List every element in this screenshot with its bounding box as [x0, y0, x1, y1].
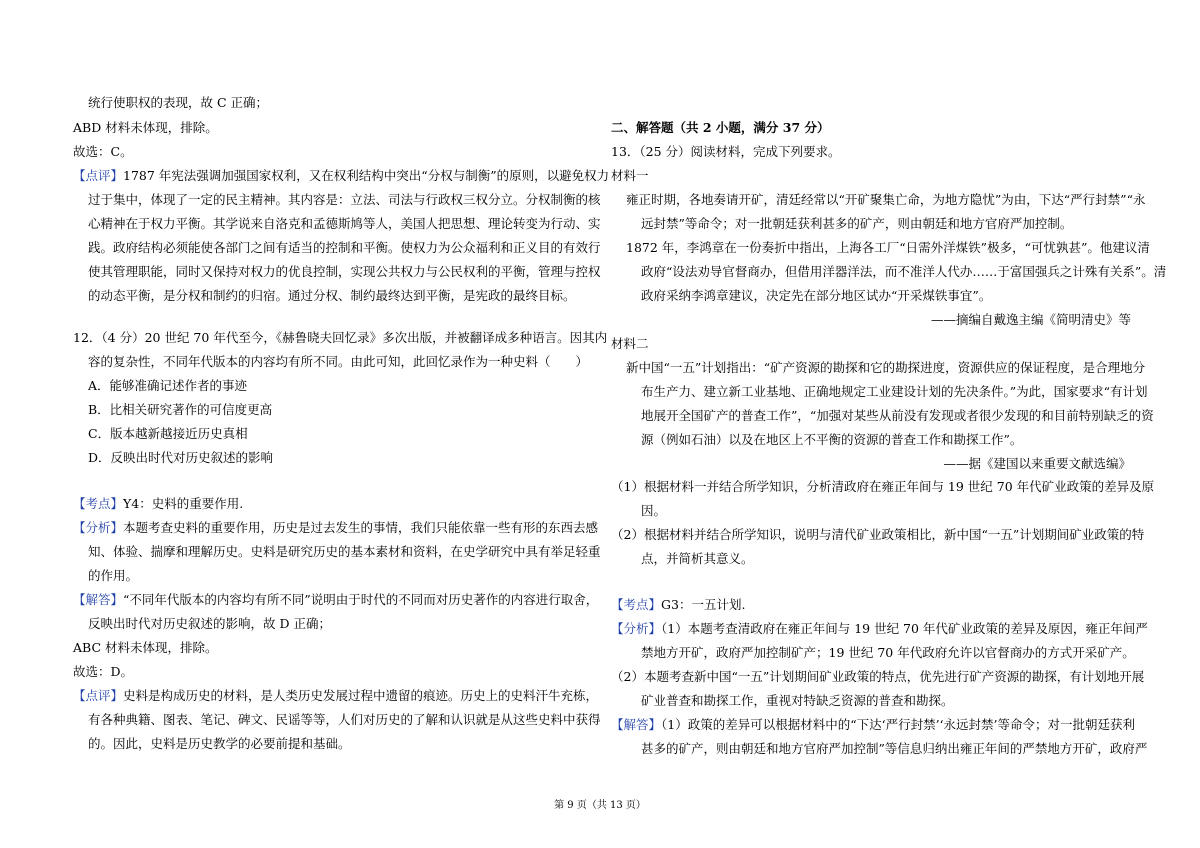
text-line: 故选：C。 [73, 144, 133, 159]
text-line: 故选：D。 [73, 664, 134, 679]
text-line: ABC 材料未体现，排除。 [73, 640, 218, 655]
text-line: 布生产力、建立新工业基地、正确地规定工业建设计划的先决条件。”为此，国家要求“有计划 [641, 384, 1148, 399]
text-line: 政府采纳李鸿章建议，决定先在部分地区试办“开采煤铁事宜”。 [641, 288, 992, 303]
text-line: 地展开全国矿产的普查工作”，“加强对某些从前没有发现或者很少发现的和目前特别缺乏的资 [641, 408, 1154, 423]
option-c: C．版本越新越接近历史真相 [88, 426, 248, 441]
kaodian-line: 【考点】Y4：史料的重要作用. [73, 496, 244, 511]
material-title: 材料二 [611, 336, 649, 351]
text-line: ABD 材料未体现，排除。 [73, 120, 218, 135]
text-line: 矿业普查和勘探工作，重视对特缺乏资源的普查和勘探。 [641, 693, 954, 708]
text-line: 有各种典籍、图表、笔记、碑文、民谣等等，人们对历史的了解和认识就是从这些史料中获得 [88, 712, 601, 727]
text-line: 使其管理职能，同时又保持对权力的优良控制，实现公共权力与公民权利的平衡，管理与控权 [88, 264, 601, 279]
option-a: A．能够准确记述作者的事迹 [88, 378, 248, 393]
text-line: 过于集中，体现了一定的民主精神。其内容是：立法、司法与行政权三权分立。分权制衡的核 [88, 192, 601, 207]
text-line: 的作用。 [88, 568, 139, 583]
text-line: 点，并简析其意义。 [641, 551, 754, 566]
question-12: 12．（4 分）20 世纪 70 年代至今，《赫鲁晓夫回忆录》多次出版，并被翻译成多种语言。因其内 [73, 330, 608, 345]
option-d: D．反映出时代对历史叙述的影响 [88, 450, 274, 465]
fenxi-tag: 【分析】 [611, 621, 662, 636]
sub-question-1: （1）根据材料一并结合所学知识，分析清政府在雍正年间与 19 世纪 70 年代矿业政策的差异及原 [611, 479, 1155, 494]
text-line: 新中国“一五”计划指出：“矿产资源的勘探和它的勘探进度，资源供应的保证程度，是合理地分 [626, 360, 1146, 375]
text-line: 政府“设法劝导官督商办，但借用洋器洋法，而不准洋人代办……于富国强兵之计殊有关系”。清 [641, 264, 1167, 279]
kaodian-tag: 【考点】 [73, 496, 124, 511]
text-line: 心精神在于权力平衡。其学说来自洛克和孟德斯鸠等人，美国人把思想、理论转变为行动、实 [88, 216, 601, 231]
source-citation: ——据《建国以来重要文献选编》 [943, 456, 1131, 471]
dianping-tag: 【点评】 [73, 168, 124, 183]
kaodian-line: 【考点】G3：一五计划. [611, 597, 746, 612]
dianping-line: 【点评】1787 年宪法强调加强国家权利，又在权利结构中突出“分权与制衡”的原则，以避免权力 [73, 168, 610, 183]
text-line: 源（例如石油）以及在地区上不平衡的资源的普查工作和勘探工作”。 [641, 432, 1023, 447]
source-citation: ——摘编自戴逸主编《简明清史》等 [930, 312, 1131, 327]
option-b: B．比相关研究著作的可信度更高 [88, 402, 273, 417]
text-line: 禁地方开矿，政府严加控制矿产；19 世纪 70 年代政府允许以官督商办的方式开采矿产。 [641, 645, 1135, 660]
text-line: 知、体验、揣摩和理解历史。史料是研究历史的基本素材和资料，在史学研究中具有举足轻重 [88, 544, 601, 559]
text-line: 反映出时代对历史叙述的影响，故 D 正确； [88, 616, 331, 631]
kaodian-tag: 【考点】 [611, 597, 662, 612]
question-13: 13．（25 分）阅读材料，完成下列要求。 [611, 144, 841, 159]
text-line: 雍正时期，各地奏请开矿，清廷经常以“开矿聚集亡命，为地方隐忧”为由，下达“严行封禁”“永 [626, 192, 1146, 207]
text-line: 践。政府结构必须能使各部门之间有适当的控制和平衡。使权力为公众福利和正义目的有效行 [88, 240, 601, 255]
page-footer: 第 9 页（共 13 页） [554, 800, 646, 811]
fenxi-line: 【分析】本题考查史料的重要作用，历史是过去发生的事情，我们只能依靠一些有形的东西去感 [73, 520, 599, 535]
text-line: 容的复杂性，不同年代版本的内容均有所不同。由此可知，此回忆录作为一种史料（ ） [88, 354, 589, 369]
text-line: 统行使职权的表现，故 C 正确； [88, 95, 269, 110]
text-line: 的动态平衡，是分权和制约的归宿。通过分权、制约最终达到平衡，是宪政的最终目标。 [88, 288, 576, 303]
jieda-line: 【解答】“不同年代版本的内容均有所不同”说明由于时代的不同而对历史著作的内容进行取舍， [73, 592, 599, 607]
text-line: 远封禁”等命令；对一批朝廷获利甚多的矿产，则由朝廷和地方官府严加控制。 [641, 216, 1073, 231]
text-line: 1872 年，李鸿章在一份奏折中指出，上海各工厂“日需外洋煤铁”极多，“可忧孰甚”。他建议清 [626, 240, 1150, 255]
fenxi-line: 【分析】（1）本题考查清政府在雍正年间与 19 世纪 70 年代矿业政策的差异及原因，雍正年间严 [611, 621, 1148, 636]
text-line: 的。因此，史料是历史教学的必要前提和基础。 [88, 736, 351, 751]
jieda-line: 【解答】（1）政策的差异可以根据材料中的“下达‘严行封禁’‘永远封禁’等命令；对一批朝廷获利 [611, 717, 1136, 732]
dianping-line: 【点评】史料是构成历史的材料，是人类历史发展过程中遗留的痕迹。历史上的史料汗牛充栋， [73, 688, 599, 703]
text-line: 甚多的矿产，则由朝廷和地方官府严加控制”等信息归纳出雍正年间的严禁地方开矿，政府严 [641, 741, 1148, 756]
sub-question-2: （2）根据材料并结合所学知识，说明与清代矿业政策相比，新中国“一五”计划期间矿业政策的特 [611, 527, 1145, 542]
text-line: （2）本题考查新中国“一五”计划期间矿业政策的特点，优先进行矿产资源的勘探，有计划地开展 [611, 669, 1145, 684]
dianping-tag: 【点评】 [73, 688, 124, 703]
fenxi-tag: 【分析】 [73, 520, 124, 535]
section-heading: 二、解答题（共 2 小题，满分 37 分） [611, 120, 830, 135]
text-line: 因。 [641, 503, 667, 518]
material-title: 材料一 [611, 168, 649, 183]
jieda-tag: 【解答】 [73, 592, 124, 607]
jieda-tag: 【解答】 [611, 717, 662, 732]
